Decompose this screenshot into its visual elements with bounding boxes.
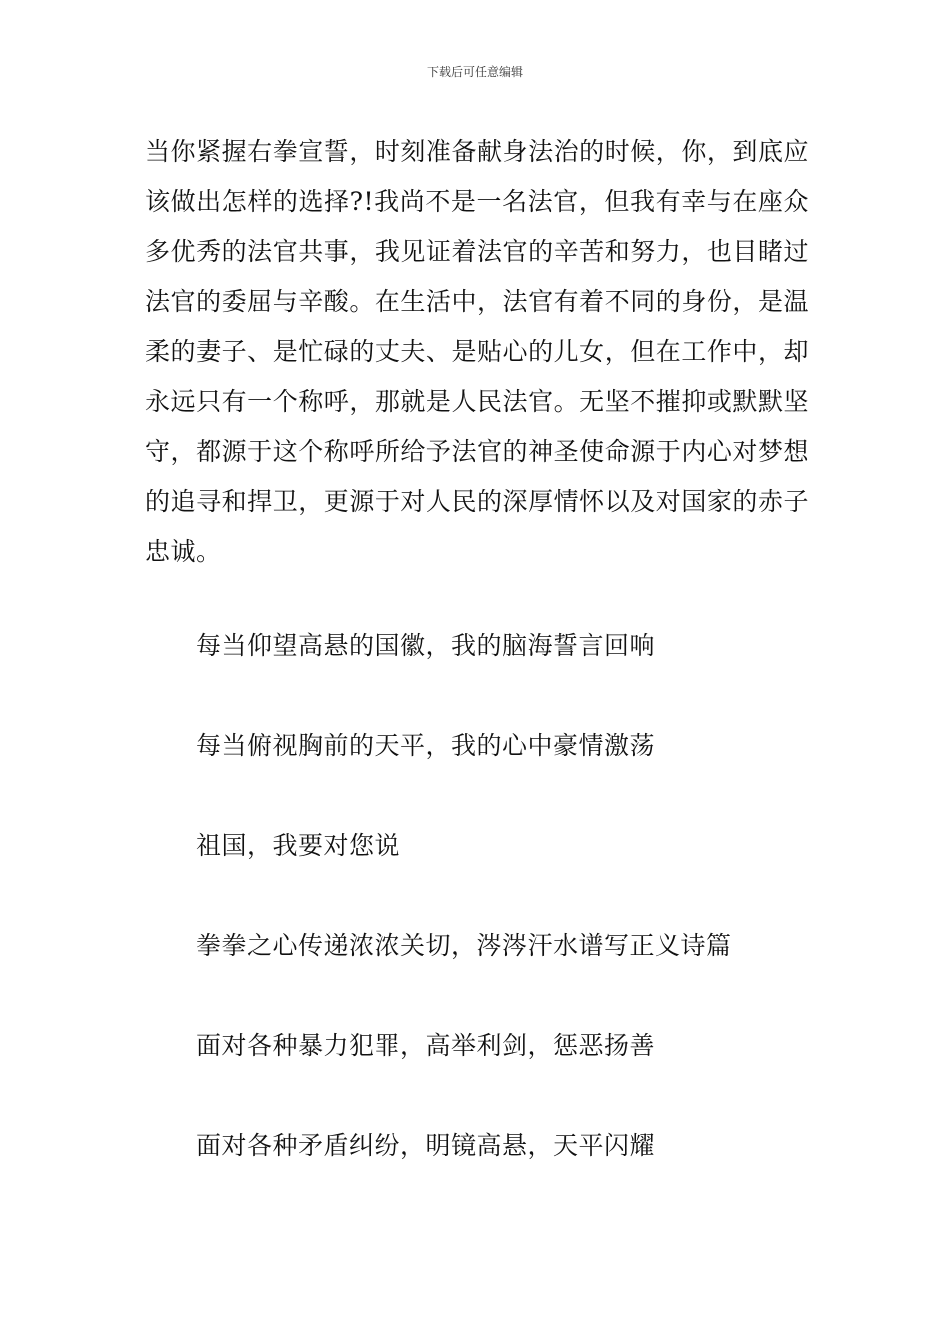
poem-line: 祖国，我要对您说 xyxy=(196,831,401,860)
poem-line: 面对各种暴力犯罪，高举利剑，惩恶扬善 xyxy=(196,1031,656,1060)
poem-line: 每当俯视胸前的天平，我的心中豪情激荡 xyxy=(196,731,656,760)
body-paragraph: 当你紧握右拳宣誓，时刻准备献身法治的时候，你，到底应该做出怎样的选择?!我尚不是一名法官，但我有幸与在座众多优秀的法官共事，我见证着法官的辛苦和努力，也目睹过法官的委屈与辛酸。在生活中，法官有着不同的身份，是温柔的妻子、是忙碌的丈夫、是贴心的儿女，但在工作中，却永远只有一个称呼，那就是人民法官。无坚不摧抑或默默坚守，都源于这个称呼所给予法官的神圣使命源于内心对梦想的追寻和捍卫，更源于对人民的深厚情怀以及对国家的赤子忠诚。 xyxy=(145,137,809,566)
poem-line: 每当仰望高悬的国徽，我的脑海誓言回响 xyxy=(196,631,656,660)
page-header: 下载后可任意编辑 xyxy=(426,65,523,79)
poem-block xyxy=(196,621,816,1221)
poem-line: 面对各种矛盾纠纷，明镜高悬，天平闪耀 xyxy=(196,1131,656,1160)
poem-line: 拳拳之心传递浓浓关切，涔涔汗水谱写正义诗篇 xyxy=(196,931,732,960)
